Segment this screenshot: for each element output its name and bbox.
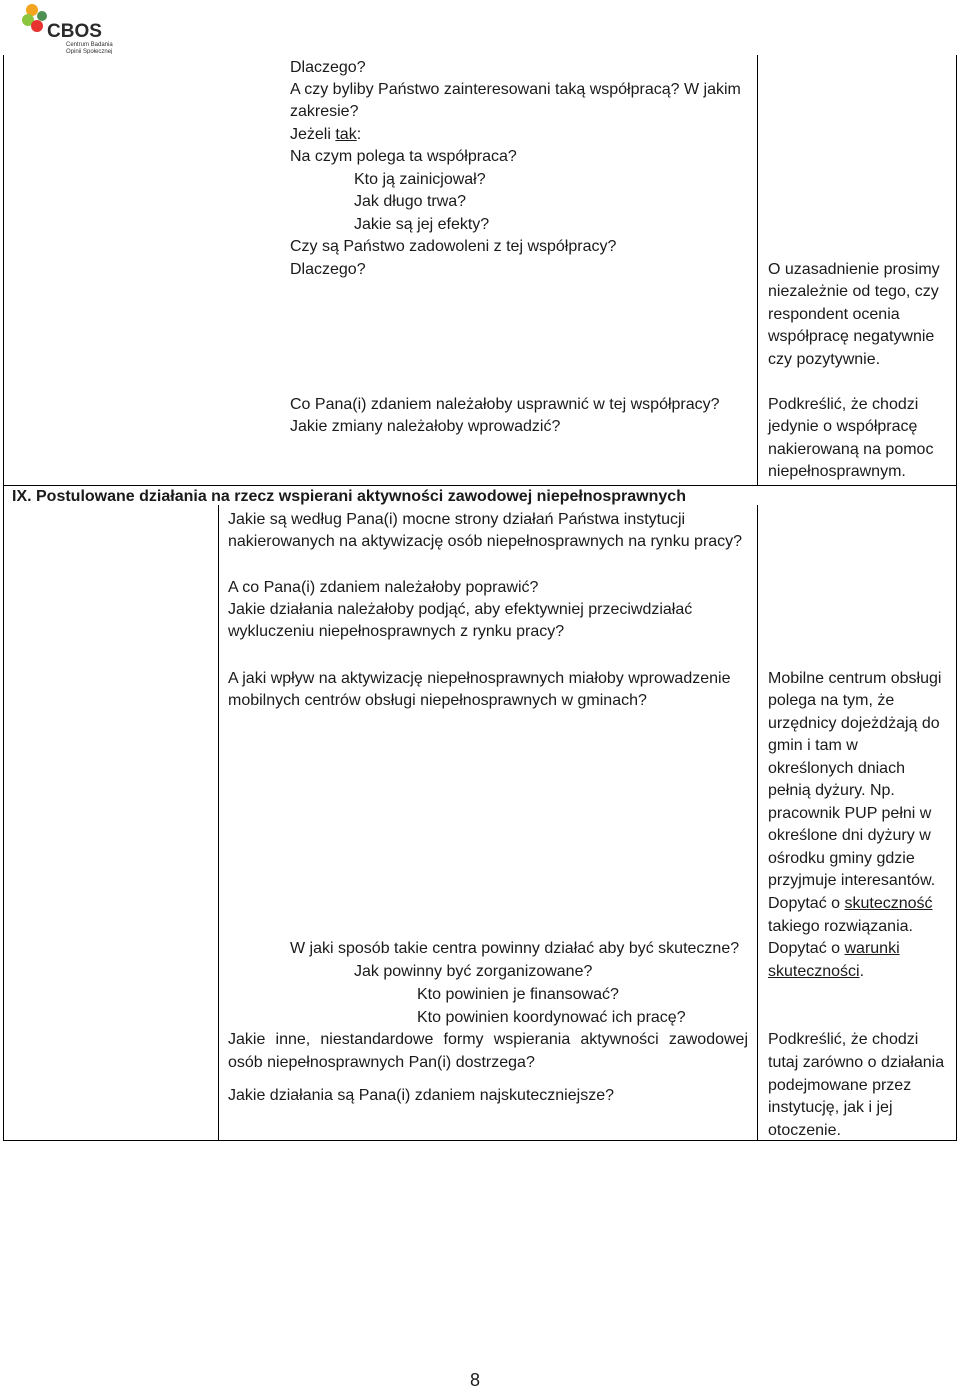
- interviewer-note: tutaj zarówno o działania: [768, 1054, 945, 1071]
- question-line: Jeżeli tak:: [290, 126, 362, 143]
- interviewer-note: otoczenie.: [768, 1122, 841, 1139]
- interviewer-note: niepełnosprawnym.: [768, 463, 906, 480]
- interviewer-note: współpracę negatywnie: [768, 328, 935, 345]
- question-line: Jak powinny być zorganizowane?: [354, 963, 593, 980]
- question-line: Dlaczego?: [290, 59, 366, 76]
- question-line: Kto powinien koordynować ich pracę?: [417, 1009, 686, 1026]
- interviewer-note: ośrodku gminy gdzie: [768, 850, 915, 867]
- question-line: zakresie?: [290, 103, 359, 120]
- question-line: Kto powinien je finansować?: [417, 986, 619, 1003]
- interviewer-note: nakierowaną na pomoc: [768, 441, 934, 458]
- interviewer-note: respondent ocenia: [768, 306, 900, 323]
- interviewer-note: określone dni dyżury w: [768, 827, 931, 844]
- question-line: mobilnych centrów obsługi niepełnosprawnych w gminach?: [228, 692, 647, 709]
- question-line: W jaki sposób takie centra powinny działać aby być skuteczne?: [290, 940, 740, 957]
- question-line: wykluczeniu niepełnosprawnych z rynku pracy?: [228, 623, 565, 640]
- table-col-divider-1: [218, 505, 219, 1141]
- table-col-divider-2b: [757, 505, 758, 1141]
- interviewer-note: określonych dniach: [768, 760, 905, 777]
- interviewer-note: Podkreślić, że chodzi: [768, 1031, 919, 1048]
- interviewer-note: takiego rozwiązania.: [768, 918, 913, 935]
- question-line: Na czym polega ta współpraca?: [290, 148, 517, 165]
- section-heading: IX. Postulowane działania na rzecz wspierani aktywności zawodowej niepełnosprawnych: [12, 488, 686, 505]
- table-right-border: [956, 55, 957, 1141]
- interviewer-note: gmin i tam w: [768, 737, 858, 754]
- interviewer-note: Dopytać o skuteczność: [768, 895, 933, 912]
- question-paragraph: Jakie inne, niestandardowe formy wspierania aktywności zawodowej osób niepełnosprawnych Pan(i) dostrzega?: [228, 1031, 748, 1071]
- question-line: Czy są Państwo zadowoleni z tej współpracy?: [290, 238, 617, 255]
- interviewer-note: Podkreślić, że chodzi: [768, 396, 919, 413]
- interviewer-note: czy pozytywnie.: [768, 351, 881, 368]
- question-line: Dlaczego?: [290, 261, 366, 278]
- interviewer-note: Mobilne centrum obsługi: [768, 670, 942, 687]
- interviewer-note: podejmowane przez: [768, 1077, 912, 1094]
- question-line: Kto ją zainicjował?: [354, 171, 486, 188]
- page-number: 8: [470, 1370, 481, 1390]
- question-line: A jaki wpływ na aktywizację niepełnosprawnych miałoby wprowadzenie: [228, 670, 731, 687]
- logo-subtitle-2: Opinii Społecznej: [66, 49, 113, 54]
- question-line: A czy byliby Państwo zainteresowani taką współpracą? W jakim: [290, 81, 741, 98]
- question-line: Jakie zmiany należałoby wprowadzić?: [290, 418, 561, 435]
- interviewer-note: przyjmuje interesantów.: [768, 872, 936, 889]
- interviewer-note: niezależnie od tego, czy: [768, 283, 939, 300]
- interviewer-note: O uzasadnienie prosimy: [768, 261, 940, 278]
- logo-subtitle-1: Centrum Badania: [66, 42, 113, 48]
- question-line: nakierowanych na aktywizację osób niepełnosprawnych na rynku pracy?: [228, 533, 743, 550]
- question-line: A co Pana(i) zdaniem należałoby poprawić?: [228, 579, 539, 596]
- question-line: Jakie działania należałoby podjąć, aby efektywniej przeciwdziałać: [228, 601, 693, 618]
- question-line: Jakie działania są Pana(i) zdaniem najskuteczniejsze?: [228, 1087, 614, 1104]
- interviewer-note: Dopytać o warunki: [768, 940, 900, 957]
- cbos-logo: [20, 2, 130, 54]
- question-line: Jak długo trwa?: [354, 193, 467, 210]
- interviewer-note: pełnią dyżury. Np.: [768, 782, 895, 799]
- question-line: Jakie są jej efekty?: [354, 216, 490, 233]
- interviewer-note: urzędnicy dojeżdżają do: [768, 715, 940, 732]
- logo-name: CBOS: [47, 21, 102, 42]
- interviewer-note: pracownik PUP pełni w: [768, 805, 932, 822]
- interviewer-note: instytucję, jak i jej: [768, 1099, 893, 1116]
- question-line: Co Pana(i) zdaniem należałoby usprawnić w tej współpracy?: [290, 396, 720, 413]
- table-col-divider-2: [757, 55, 758, 486]
- interviewer-note: jedynie o współpracę: [768, 418, 918, 435]
- question-line: Jakie są według Pana(i) mocne strony działań Państwa instytucji: [228, 511, 686, 528]
- interviewer-note: polega na tym, że: [768, 692, 895, 709]
- table-left-border: [3, 55, 4, 1141]
- interviewer-note: skuteczności.: [768, 963, 865, 980]
